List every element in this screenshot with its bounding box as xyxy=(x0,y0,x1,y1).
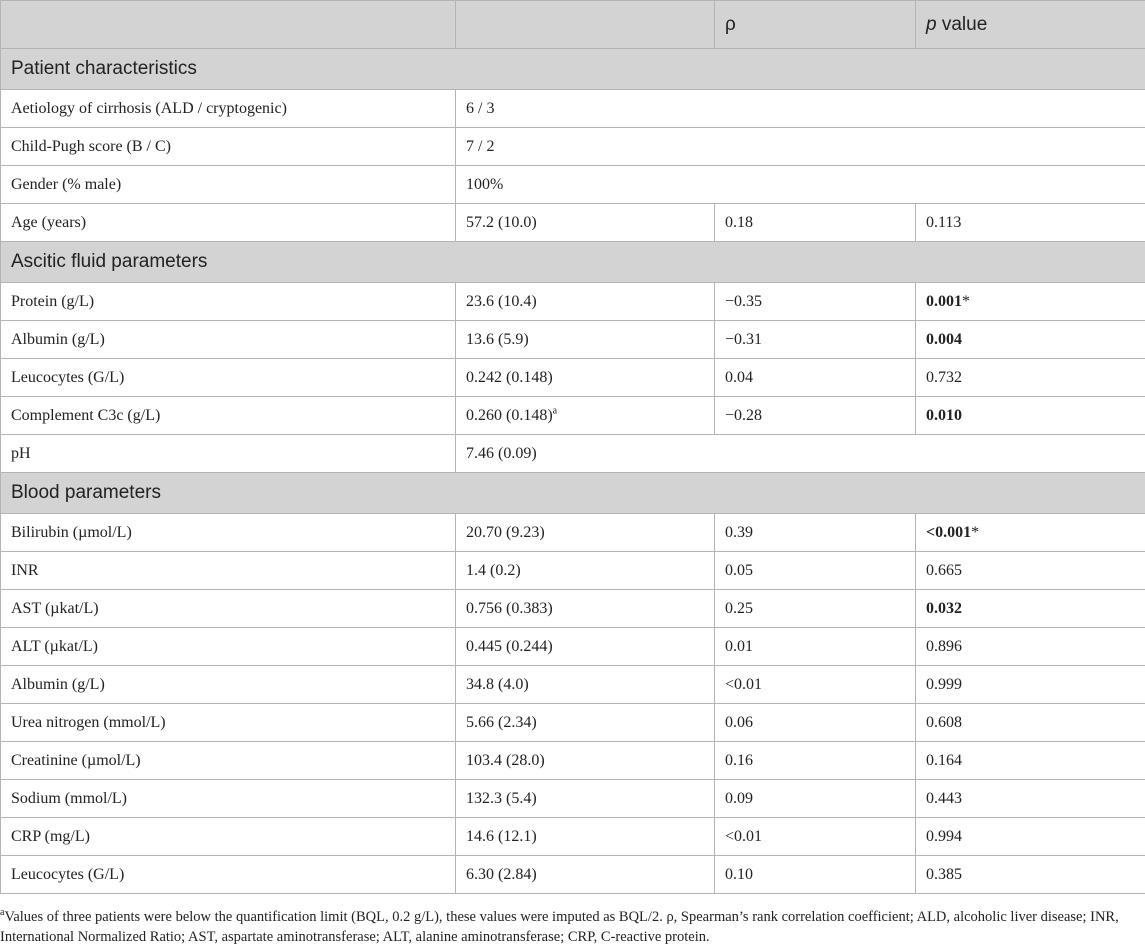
table-row xyxy=(1,514,1145,552)
parameter-cell xyxy=(1,552,456,590)
p-value-cell xyxy=(916,514,1145,552)
section-title: Blood parameters xyxy=(1,473,1145,514)
rho-cell xyxy=(715,666,916,704)
table-row xyxy=(1,742,1145,780)
value-cell-text: 0.756 (0.383) xyxy=(466,599,553,617)
rho-cell-text: 0.25 xyxy=(725,599,753,617)
table-row xyxy=(1,359,1145,397)
rho-cell-text: 0.05 xyxy=(725,561,753,579)
parameter-cell-text: pH xyxy=(11,444,31,462)
p-value-cell-text: 0.665 xyxy=(926,561,962,579)
value-cell xyxy=(456,514,715,552)
value-cell-text: 100% xyxy=(466,175,504,193)
parameter-cell xyxy=(1,780,456,818)
section-row xyxy=(1,49,1145,90)
rho-cell-text: 0.06 xyxy=(725,713,753,731)
parameter-cell xyxy=(1,166,456,204)
value-cell-text: 7 / 2 xyxy=(466,137,495,155)
p-value-cell-text: 0.994 xyxy=(926,827,962,845)
significance-marker: * xyxy=(962,292,970,310)
parameter-cell-text: Leucocytes (G/L) xyxy=(11,368,125,386)
parameter-cell-text: CRP (mg/L) xyxy=(11,827,90,845)
header-value xyxy=(456,1,715,49)
parameter-cell xyxy=(1,628,456,666)
value-cell xyxy=(456,166,1145,204)
value-cell xyxy=(456,628,715,666)
rho-cell-text: 0.39 xyxy=(725,523,753,541)
table-row xyxy=(1,166,1145,204)
parameter-cell xyxy=(1,204,456,242)
p-value-cell xyxy=(916,359,1145,397)
p-value-cell xyxy=(916,856,1145,894)
value-cell-text: 0.260 (0.148) xyxy=(466,406,553,424)
rho-cell-text: −0.35 xyxy=(725,292,763,310)
parameter-cell xyxy=(1,283,456,321)
value-cell-text: 13.6 (5.9) xyxy=(466,330,529,348)
rho-cell xyxy=(715,514,916,552)
rho-cell xyxy=(715,704,916,742)
rho-cell xyxy=(715,359,916,397)
rho-cell xyxy=(715,397,916,435)
parameter-cell-text: Child-Pugh score (B / C) xyxy=(11,137,171,155)
value-cell-text: 20.70 (9.23) xyxy=(466,523,545,541)
value-cell xyxy=(456,90,1145,128)
p-value-cell xyxy=(916,704,1145,742)
p-value-cell-text: 0.113 xyxy=(926,213,962,231)
value-cell-text: 34.8 (4.0) xyxy=(466,675,529,693)
parameter-cell-text: Urea nitrogen (mmol/L) xyxy=(11,713,166,731)
parameter-cell xyxy=(1,666,456,704)
parameter-cell-text: Albumin (g/L) xyxy=(11,675,105,693)
parameter-cell xyxy=(1,856,456,894)
p-value-cell xyxy=(916,552,1145,590)
value-cell-text: 23.6 (10.4) xyxy=(466,292,537,310)
significance-marker: * xyxy=(971,523,980,541)
p-value-cell-text: 0.001 xyxy=(926,292,962,310)
footnote-marker: a xyxy=(0,907,5,919)
p-value-cell-text: 0.608 xyxy=(926,713,962,731)
p-value-cell xyxy=(916,742,1145,780)
footnote-ref: a xyxy=(552,405,558,417)
header-p-value xyxy=(916,1,1145,49)
value-cell-text: 14.6 (12.1) xyxy=(466,827,537,845)
rho-cell-text: 0.01 xyxy=(725,637,753,655)
parameter-cell xyxy=(1,321,456,359)
table-row xyxy=(1,552,1145,590)
p-value-cell xyxy=(916,397,1145,435)
p-value-cell-text: <0.001 xyxy=(926,523,972,541)
rho-cell xyxy=(715,856,916,894)
value-cell-text: 57.2 (10.0) xyxy=(466,213,537,231)
table-row xyxy=(1,628,1145,666)
section-row xyxy=(1,242,1145,283)
rho-cell xyxy=(715,283,916,321)
value-cell xyxy=(456,666,715,704)
rho-cell-text: 0.18 xyxy=(725,213,753,231)
p-value-cell xyxy=(916,780,1145,818)
value-cell-text: 7.46 (0.09) xyxy=(466,444,537,462)
table-row xyxy=(1,397,1145,435)
rho-cell-text: 0.09 xyxy=(725,789,753,807)
section-row xyxy=(1,473,1145,514)
parameter-cell xyxy=(1,590,456,628)
parameter-cell-text: Bilirubin (µmol/L) xyxy=(11,523,132,541)
p-value-cell xyxy=(916,818,1145,856)
value-cell xyxy=(456,397,715,435)
rho-cell xyxy=(715,552,916,590)
p-value-cell-text: 0.032 xyxy=(926,599,962,617)
rho-cell xyxy=(715,204,916,242)
rho-cell-text: <0.01 xyxy=(725,675,763,693)
p-value-cell-text: 0.443 xyxy=(926,789,962,807)
value-cell xyxy=(456,742,715,780)
rho-cell xyxy=(715,590,916,628)
p-value-cell-text: 0.385 xyxy=(926,865,962,883)
table-row xyxy=(1,128,1145,166)
rho-cell xyxy=(715,321,916,359)
table-row xyxy=(1,704,1145,742)
parameter-cell xyxy=(1,397,456,435)
p-value-cell-text: 0.004 xyxy=(926,330,962,348)
p-value-cell xyxy=(916,321,1145,359)
table-row xyxy=(1,435,1145,473)
value-cell xyxy=(456,204,715,242)
parameter-cell-text: INR xyxy=(11,561,39,579)
rho-cell-text: 0.16 xyxy=(725,751,753,769)
rho-cell-text: 0.04 xyxy=(725,368,753,386)
p-value-cell xyxy=(916,628,1145,666)
rho-cell-text: <0.01 xyxy=(725,827,763,845)
p-value-cell xyxy=(916,204,1145,242)
parameter-cell-text: Aetiology of cirrhosis (ALD / cryptogenic) xyxy=(11,99,287,117)
table-row xyxy=(1,666,1145,704)
section-title: Patient characteristics xyxy=(1,49,1145,90)
parameter-cell xyxy=(1,435,456,473)
value-cell xyxy=(456,780,715,818)
value-cell xyxy=(456,321,715,359)
parameter-cell xyxy=(1,359,456,397)
header-row xyxy=(1,1,1145,49)
section-title: Ascitic fluid parameters xyxy=(1,242,1145,283)
header-parameter xyxy=(1,1,456,49)
value-cell-text: 5.66 (2.34) xyxy=(466,713,537,731)
parameter-cell xyxy=(1,128,456,166)
parameter-cell-text: ALT (µkat/L) xyxy=(11,637,98,655)
table-row xyxy=(1,90,1145,128)
table-footnote xyxy=(0,907,1140,947)
parameter-cell-text: Gender (% male) xyxy=(11,175,122,193)
parameter-cell-text: Albumin (g/L) xyxy=(11,330,105,348)
value-cell-text: 0.242 (0.148) xyxy=(466,368,553,386)
p-value-cell xyxy=(916,283,1145,321)
table-row xyxy=(1,856,1145,894)
p-value-cell-text: 0.896 xyxy=(926,637,962,655)
table-row xyxy=(1,818,1145,856)
header-p-rest: value xyxy=(936,13,988,35)
value-cell xyxy=(456,359,715,397)
value-cell-text: 1.4 (0.2) xyxy=(466,561,521,579)
table-row xyxy=(1,590,1145,628)
rho-cell xyxy=(715,628,916,666)
parameter-cell-text: Leucocytes (G/L) xyxy=(11,865,125,883)
parameter-cell-text: Creatinine (µmol/L) xyxy=(11,751,141,769)
p-value-cell xyxy=(916,590,1145,628)
value-cell xyxy=(456,818,715,856)
value-cell-text: 6.30 (2.84) xyxy=(466,865,537,883)
p-value-cell-text: 0.164 xyxy=(926,751,962,769)
value-cell xyxy=(456,128,1145,166)
value-cell xyxy=(456,704,715,742)
parameter-cell xyxy=(1,742,456,780)
p-value-cell xyxy=(916,666,1145,704)
parameter-cell xyxy=(1,514,456,552)
table-row xyxy=(1,321,1145,359)
value-cell xyxy=(456,552,715,590)
rho-cell-text: −0.31 xyxy=(725,330,763,348)
parameter-cell xyxy=(1,704,456,742)
value-cell xyxy=(456,856,715,894)
header-p-italic: p xyxy=(926,13,937,35)
value-cell-text: 132.3 (5.4) xyxy=(466,789,537,807)
rho-cell-text: 0.10 xyxy=(725,865,753,883)
value-cell xyxy=(456,283,715,321)
footnote-text: Values of three patients were below the quantification limit (BQL, 0.2 g/L), these values were imputed as BQL/2. ρ, Spearman’s rank correlation coefficient; ALD, alcoholic liver disease; INR, International Normalized Ratio; AST, aspartate aminotransferase; ALT, alanine aminotransferase; CRP, C-reactive protein. xyxy=(0,909,1119,945)
parameter-cell xyxy=(1,818,456,856)
parameter-cell-text: Age (years) xyxy=(11,213,87,231)
value-cell-text: 0.445 (0.244) xyxy=(466,637,553,655)
parameter-cell-text: Complement C3c (g/L) xyxy=(11,406,161,424)
rho-cell-text: −0.28 xyxy=(725,406,763,424)
table-row xyxy=(1,283,1145,321)
rho-cell xyxy=(715,742,916,780)
parameter-cell-text: Sodium (mmol/L) xyxy=(11,789,127,807)
value-cell xyxy=(456,590,715,628)
p-value-cell-text: 0.010 xyxy=(926,406,962,424)
p-value-cell-text: 0.999 xyxy=(926,675,962,693)
rho-cell xyxy=(715,818,916,856)
table-row xyxy=(1,204,1145,242)
rho-cell xyxy=(715,780,916,818)
value-cell xyxy=(456,435,1145,473)
value-cell-text: 6 / 3 xyxy=(466,99,495,117)
table-row xyxy=(1,780,1145,818)
header-rho: ρ xyxy=(715,1,916,49)
parameter-cell xyxy=(1,90,456,128)
p-value-cell-text: 0.732 xyxy=(926,368,962,386)
value-cell-text: 103.4 (28.0) xyxy=(466,751,545,769)
parameter-cell-text: AST (µkat/L) xyxy=(11,599,99,617)
parameter-cell-text: Protein (g/L) xyxy=(11,292,95,310)
